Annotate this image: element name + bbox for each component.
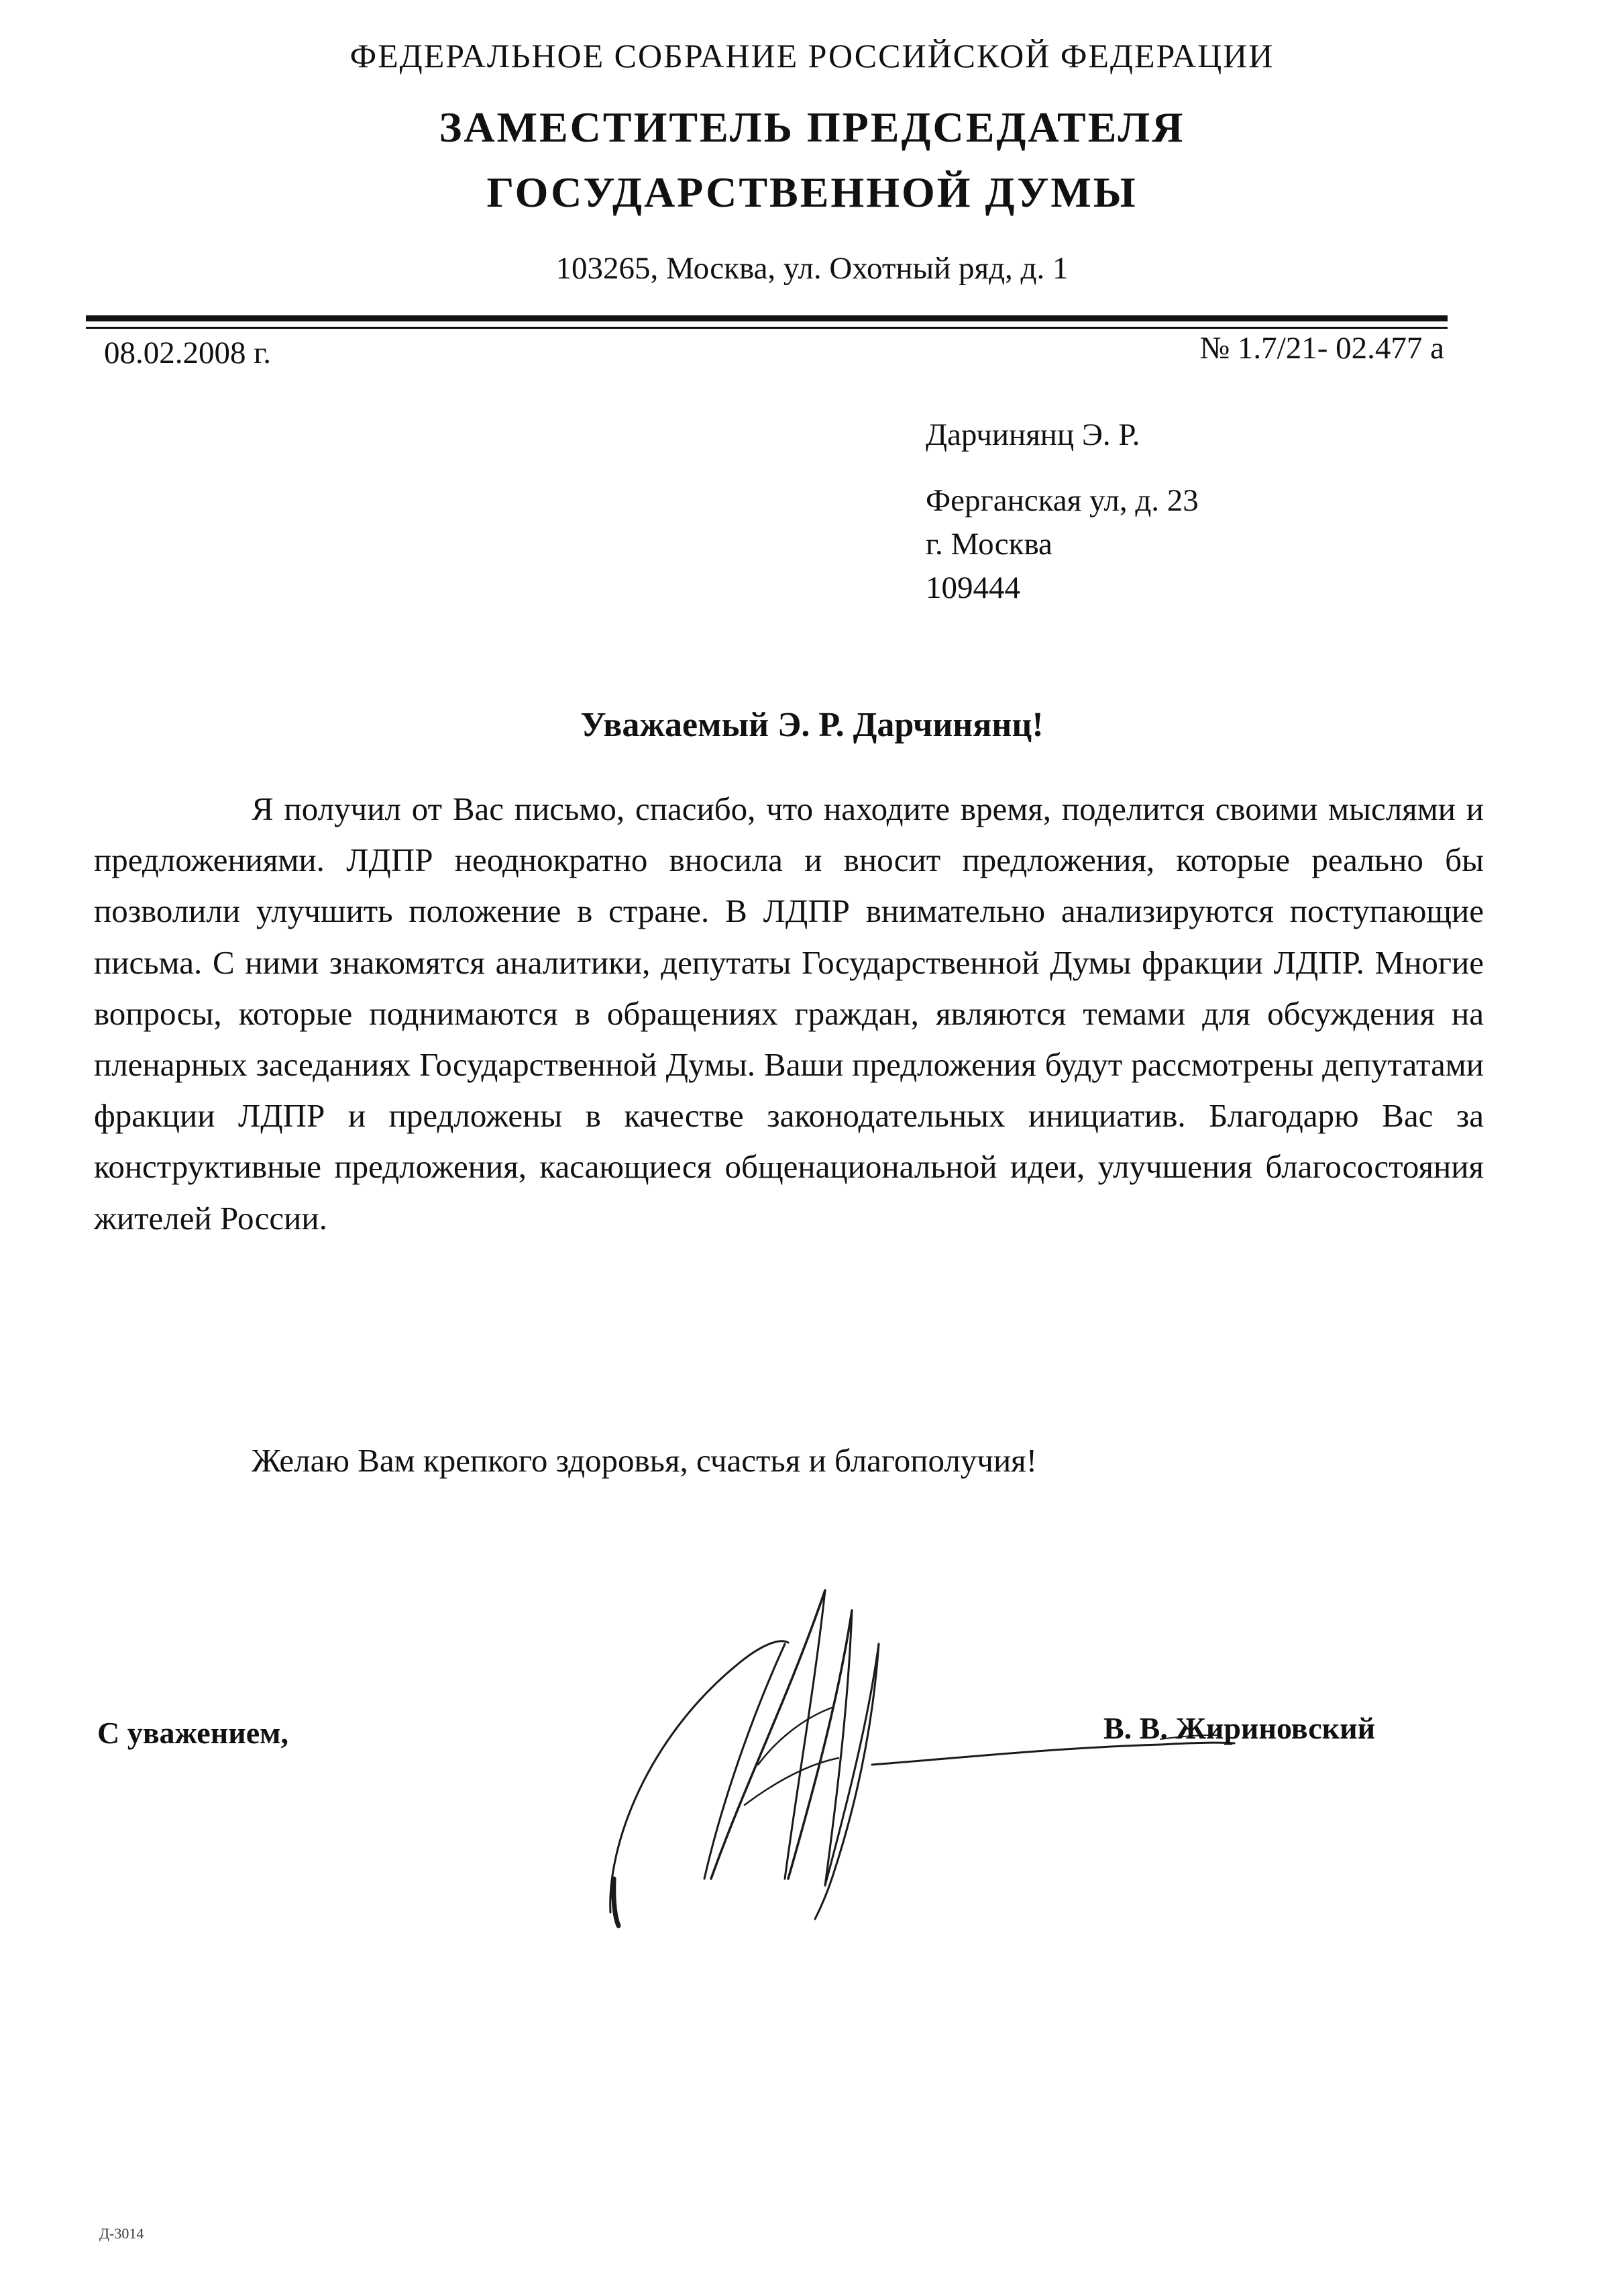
recipient-address-postcode: 109444	[926, 570, 1020, 605]
letterhead-title-line2: ГОСУДАРСТВЕННОЙ ДУМЫ	[486, 168, 1138, 216]
letterhead-address: 103265, Москва, ул. Охотный ряд, д. 1	[555, 251, 1069, 286]
letterhead-organization: ФЕДЕРАЛЬНОЕ СОБРАНИЕ РОССИЙСКОЙ ФЕДЕРАЦИИ	[349, 37, 1275, 74]
body-paragraph-main: Я получил от Вас письмо, спасибо, что находите время, поделится своими мыслями и предложениями. ЛДПР неоднократно вносила и вносит предложения, которые реально бы позволили улучшить положение в стране. В ЛДПР внимательно анализируются поступающие письма. С ними знакомятся аналитики, депутаты Государственной Думы фракции ЛДПР. Многие вопросы, которые поднимаются в обращениях граждан, являются темами для обсуждения на пленарных заседаниях Государственной Думы. Ваши предложения будут рассмотрены депутатами фракции ЛДПР и предложены в качестве законодательных инициатив. Благодарю Вас за конструктивные предложения, касающиеся общенациональной идеи, улучшения благосостояния жителей России.	[94, 790, 1484, 1237]
closing-salutation: С уважением,	[97, 1716, 288, 1750]
letterhead-divider-thick	[86, 315, 1448, 321]
document-number: № 1.7/21- 02.477 а	[1199, 331, 1444, 366]
handwritten-signature-icon	[584, 1563, 1482, 1939]
greeting: Уважаемый Э. Р. Дарчинянц!	[580, 706, 1044, 744]
letterhead-title-line1: ЗАМЕСТИТЕЛЬ ПРЕДСЕДАТЕЛЯ	[439, 103, 1185, 151]
recipient-address-street: Ферганская ул, д. 23	[926, 483, 1199, 518]
document-date: 08.02.2008 г.	[104, 335, 271, 370]
recipient-name: Дарчинянц Э. Р.	[926, 417, 1140, 452]
form-code: Д-3014	[99, 2225, 144, 2242]
letterhead-divider-thin	[86, 327, 1448, 329]
body-paragraph-wish: Желаю Вам крепкого здоровья, счастья и благополучия!	[252, 1442, 1038, 1479]
recipient-address-city: г. Москва	[926, 527, 1052, 562]
signer-name: В. В. Жириновский	[1103, 1711, 1376, 1745]
